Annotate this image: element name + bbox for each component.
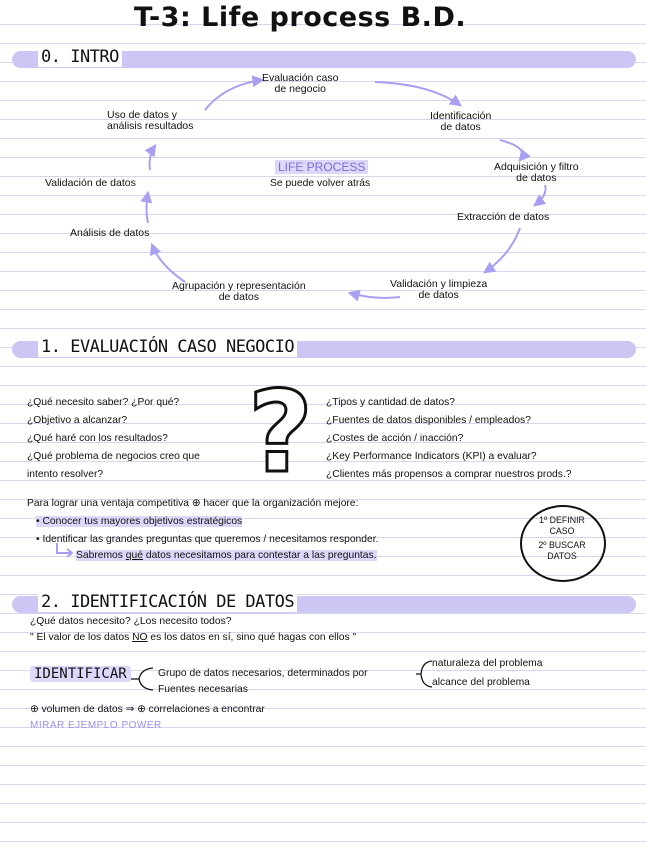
arrow-analisis-validacion <box>147 193 149 223</box>
grupo-datos: Grupo de datos necesarios, determinados por <box>158 668 368 679</box>
volumen-correlaciones: ⊕ volumen de datos ⇒ ⊕ correlaciones a encontrar <box>30 704 265 715</box>
page-title: T-3: Life process B.D. <box>134 2 467 33</box>
sabremos-note: Sabremos qué datos necesitamos para contestar a las preguntas. <box>76 550 377 561</box>
valor-quote: " El valor de los datos NO es los datos en sí, sino qué hagas con ellos " <box>30 632 357 643</box>
question-item: ¿Key Performance Indicators (KPI) a evaluar? <box>326 451 537 462</box>
arrow-extraccion-validacion <box>485 228 520 272</box>
right-questions <box>326 397 572 481</box>
question-mark-icon: ? <box>248 368 313 498</box>
step-evaluacion: Evaluación caso de negocio <box>262 72 339 95</box>
section-heading-evaluacion: 1. EVALUACIÓN CASO NEGOCIO <box>38 337 297 357</box>
life-process-center <box>275 158 368 176</box>
life-process-title: LIFE PROCESS <box>275 160 368 174</box>
question-item: ¿Clientes más propensos a comprar nuestros prods.? <box>326 469 572 480</box>
arrow-uso-evaluacion <box>205 80 262 110</box>
brace-left-icon <box>127 664 157 694</box>
bullet-preguntas: • Identificar las grandes preguntas que queremos / necesitamos responder. <box>36 534 379 545</box>
arrow-validacion-uso <box>150 146 155 170</box>
question-item: ¿Qué problema de negocios creo que <box>27 451 200 462</box>
step-extraccion: Extracción de datos <box>457 211 550 223</box>
life-process-subtitle: Se puede volver atrás <box>270 178 371 189</box>
question-item: ¿Costes de acción / inacción? <box>326 433 464 444</box>
fuentes-necesarias: Fuentes necesarias <box>158 684 248 695</box>
arrow-evaluacion-identificacion <box>375 82 460 105</box>
question-item: ¿Qué haré con los resultados? <box>27 433 168 444</box>
step-identificacion: Identificación de datos <box>430 110 492 133</box>
arrow-adquisicion-extraccion <box>535 185 546 205</box>
question-item: intento resolver? <box>27 469 104 480</box>
section-heading-identificacion: 2. IDENTIFICACIÓN DE DATOS <box>38 592 297 612</box>
question-item: ¿Tipos y cantidad de datos? <box>326 397 455 408</box>
identificacion-question: ¿Qué datos necesito? ¿Los necesito todos? <box>30 616 232 627</box>
left-questions <box>27 397 200 481</box>
arrow-identificacion-adquisicion <box>500 140 523 160</box>
section-heading-intro: 0. INTRO <box>38 47 122 67</box>
mirar-ejemplo-note: MIRAR EJEMPLO POWER <box>30 720 162 731</box>
naturaleza-problema: naturaleza del problema <box>432 658 543 669</box>
brace-right-icon <box>414 658 434 690</box>
alcance-problema: alcance del problema <box>432 677 530 688</box>
step-uso: Uso de datos y análisis resultados <box>107 109 194 132</box>
question-item: ¿Fuentes de datos disponibles / empleados? <box>326 415 531 426</box>
bubble-text: 1º DEFINIR CASO 2º BUSCAR DATOS <box>538 515 586 561</box>
ventaja-statement: Para lograr una ventaja competitiva ⊕ hacer que la organización mejore: <box>27 498 359 509</box>
bullet-objetivos: • Conocer tus mayores objetivos estratégicos <box>36 516 243 527</box>
step-analisis: Análisis de datos <box>70 227 150 239</box>
arrow-agrupacion-analisis <box>152 245 185 282</box>
question-item: ¿Objetivo a alcanzar? <box>27 415 128 426</box>
step-agrupacion: Agrupación y representación de datos <box>172 280 306 303</box>
step-validacion-limpieza: Validación y limpieza de datos <box>390 278 488 301</box>
step-validacion: Validación de datos <box>45 177 136 189</box>
arrow-right-icon <box>54 542 76 560</box>
step-adquisicion: Adquisición y filtro de datos <box>494 161 579 184</box>
identificar-label: IDENTIFICAR <box>30 666 131 682</box>
question-item: ¿Qué necesito saber? ¿Por qué? <box>27 397 180 408</box>
